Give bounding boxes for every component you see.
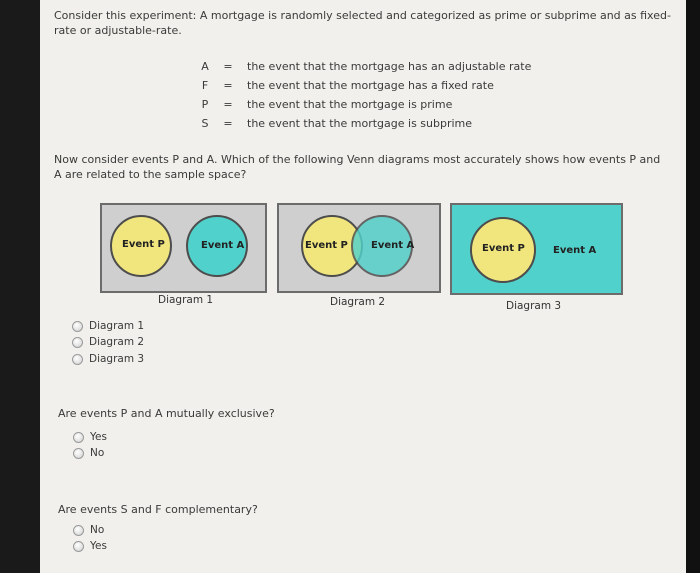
radio-button[interactable]: [72, 321, 83, 332]
radio-button[interactable]: [73, 432, 84, 443]
left-bezel: [0, 0, 40, 573]
question-page: [40, 0, 686, 573]
definition-text: the event that the mortgage is subprime: [247, 117, 473, 130]
event-a-label: Event A: [371, 240, 415, 251]
event-a-label: Event A: [201, 240, 245, 251]
event-p-label: Event P: [122, 239, 165, 250]
option-yes[interactable]: [73, 540, 107, 552]
radio-button[interactable]: [73, 525, 84, 536]
option-yes[interactable]: [73, 431, 107, 443]
option-label: No: [90, 524, 105, 536]
option-diagram-2[interactable]: [72, 336, 144, 348]
option-label: Yes: [90, 540, 107, 552]
option-label: No: [90, 447, 105, 459]
definition-letter: P: [201, 98, 209, 111]
definition-letter: A: [201, 60, 209, 73]
definition-text: the event that the mortgage has a fixed rate: [247, 79, 494, 92]
option-label: Diagram 2: [89, 336, 145, 348]
question-complementary: Are events S and F complementary?: [58, 503, 258, 516]
radio-button[interactable]: [72, 337, 83, 348]
event-a-label: Event A: [553, 245, 597, 256]
question-venn-diagram: Now consider events P and A. Which of the following Venn diagrams most accurately shows how events P and A are related to the sample space?: [54, 153, 661, 181]
question-mutually-exclusive: Are events P and A mutually exclusive?: [58, 407, 275, 420]
diagram-3-caption: Diagram 3: [506, 300, 562, 312]
event-p-label: Event P: [482, 243, 525, 254]
venn-diagram-3: [450, 203, 623, 295]
definition-equals: =: [223, 60, 233, 73]
intro-text: Consider this experiment: A mortgage is randomly selected and categorized as prime or subprime and as fixed-rate or adjustable-rate.: [54, 9, 671, 37]
diagram-1-caption: Diagram 1: [158, 294, 214, 306]
diagram-2-caption: Diagram 2: [330, 296, 386, 308]
option-label: Yes: [90, 431, 107, 443]
venn-diagram-1: [100, 203, 267, 293]
definition-equals: =: [223, 117, 233, 130]
radio-button[interactable]: [73, 448, 84, 459]
event-p-label: Event P: [305, 240, 348, 251]
definition-equals: =: [223, 98, 233, 111]
option-no[interactable]: [73, 524, 104, 536]
venn-diagram-2: [277, 203, 441, 293]
option-label: Diagram 3: [89, 353, 145, 365]
option-no[interactable]: [73, 447, 104, 459]
right-bezel: [686, 0, 700, 573]
definition-equals: =: [223, 79, 233, 92]
definition-letter: F: [201, 79, 209, 92]
option-diagram-3[interactable]: [72, 353, 144, 365]
option-diagram-1[interactable]: [72, 320, 144, 332]
definition-text: the event that the mortgage is prime: [247, 98, 453, 111]
radio-button[interactable]: [73, 541, 84, 552]
option-label: Diagram 1: [89, 320, 145, 332]
definition-text: the event that the mortgage has an adjustable rate: [247, 60, 532, 73]
radio-button[interactable]: [72, 354, 83, 365]
definition-letter: S: [201, 117, 209, 130]
